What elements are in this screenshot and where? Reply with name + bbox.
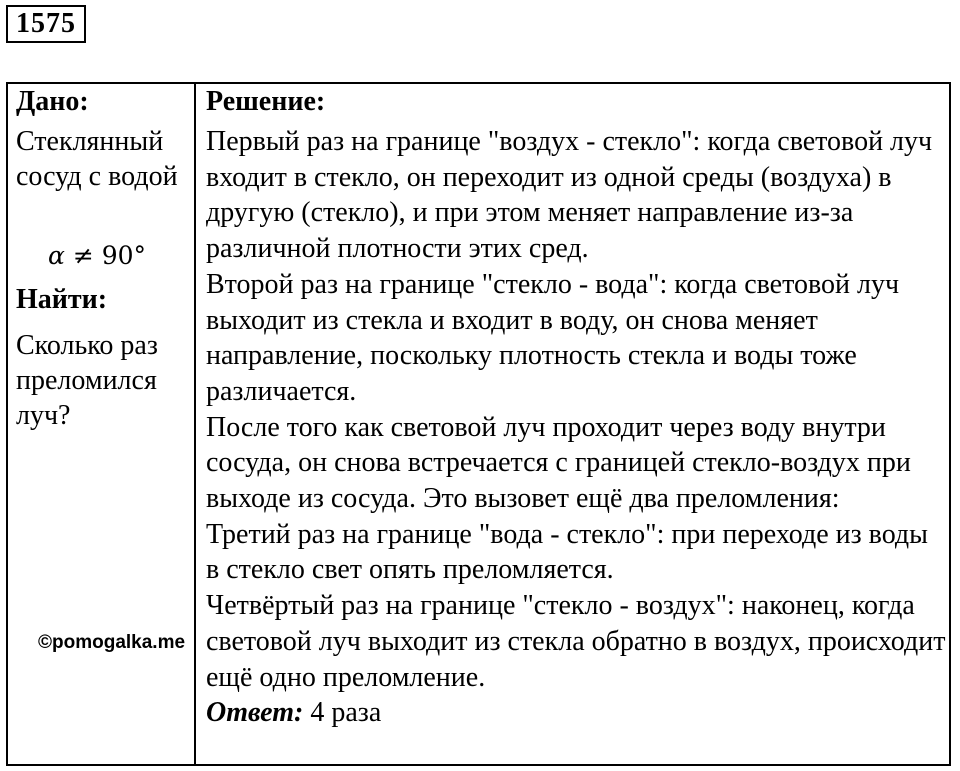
formula-variable: α <box>48 241 65 270</box>
find-text: Сколько раз преломился луч? <box>16 330 158 431</box>
given-column <box>8 84 196 764</box>
solution-paragraph: Третий раз на границе "вода - стекло": при переходе из воды в стекло свет опять преломляется. <box>206 518 928 586</box>
solution-heading: Решение: <box>206 86 326 117</box>
solution-paragraph: После того как световой луч проходит через воду внутри сосуда, он снова встречается с границей стекло-воздух при выходе из сосуда. Это вызовет ещё два преломления: <box>206 411 911 515</box>
problem-number: 1575 <box>6 5 86 43</box>
watermark: ©pomogalka.me <box>38 631 189 655</box>
answer-value: 4 раза <box>303 697 382 729</box>
answer-line <box>206 695 946 731</box>
find-heading: Найти: <box>16 284 108 315</box>
solution-body <box>206 124 946 731</box>
task-table <box>6 82 951 766</box>
given-formula <box>48 240 146 272</box>
solution-paragraph: Первый раз на границе "воздух - стекло": когда световой луч входит в стекло, он переходит из одной среды (воздуха) в другую (стекло), и при этом меняет направление из-за различной плотности этих сред. <box>206 126 933 265</box>
solution-paragraph: Четвёртый раз на границе "стекло - воздух": наконец, когда световой луч выходит из стекла обратно в воздух, происходит ещё одно преломление. <box>206 590 946 693</box>
solution-column <box>196 84 949 764</box>
answer-label: Ответ: <box>206 697 304 729</box>
solution-paragraph: Второй раз на границе "стекло - вода": когда световой луч выходит из стекла и входит в воду, он снова меняет направление, поскольку плотность стекла и воды тоже различается. <box>206 268 900 407</box>
formula-condition: ≠ 90° <box>64 241 147 270</box>
given-text: Стеклянный сосуд с водой <box>16 126 178 192</box>
given-heading: Дано: <box>16 86 89 117</box>
